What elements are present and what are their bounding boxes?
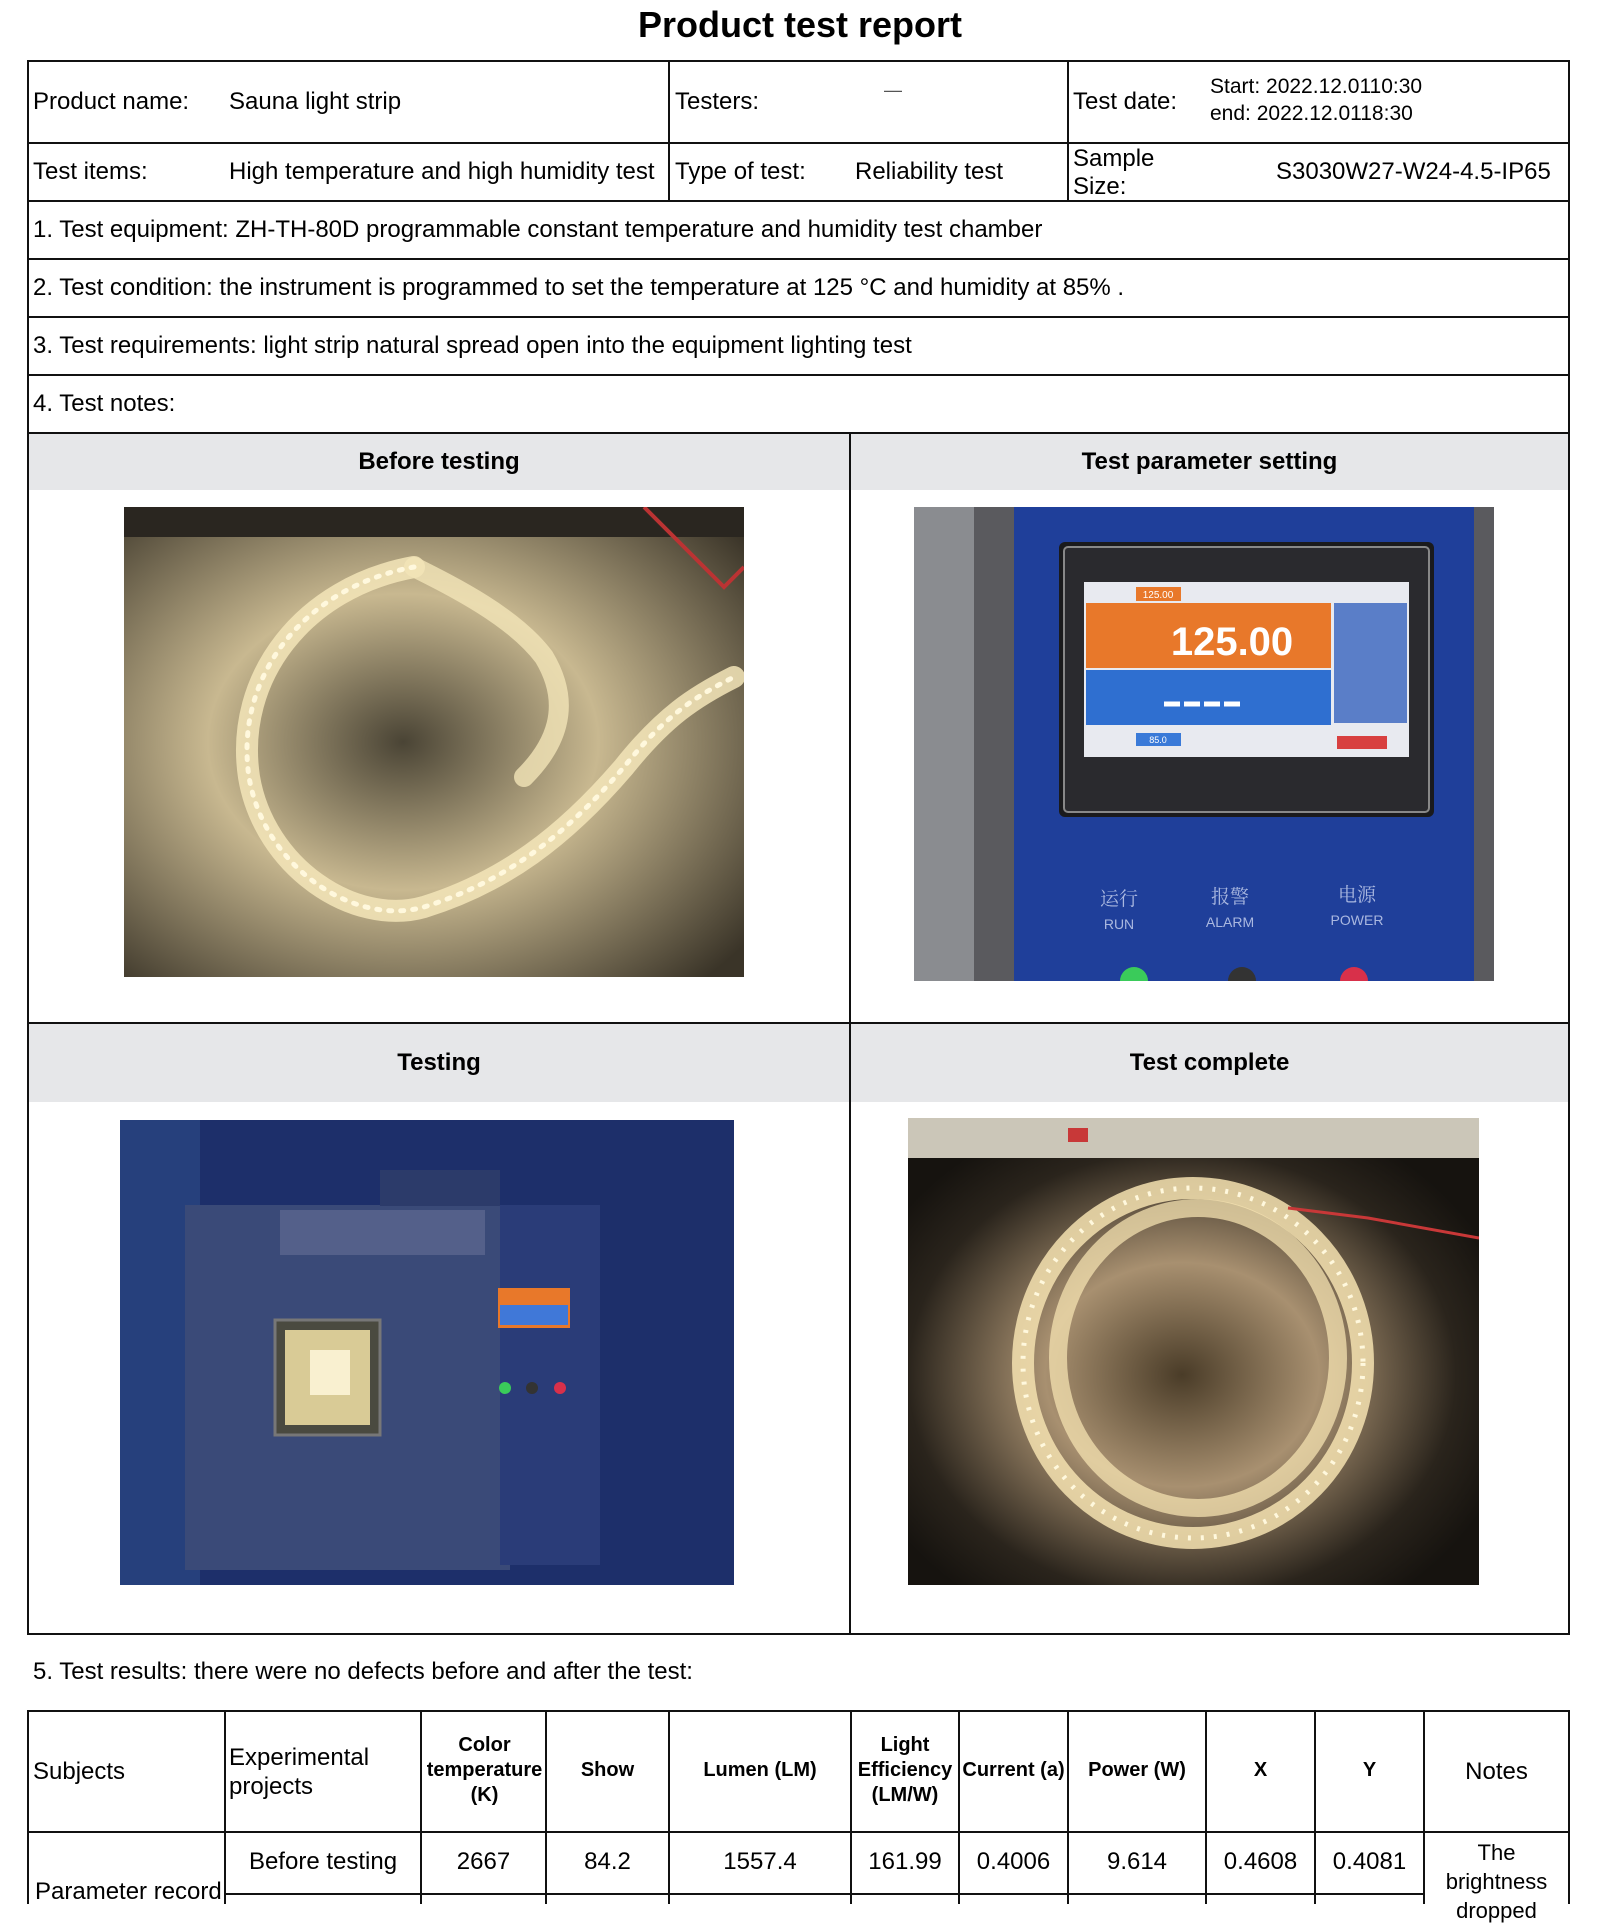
sample-size-value: S3030W27-W24-4.5-IP65 [1276, 158, 1551, 185]
header-current: Current (a) [962, 1759, 1065, 1781]
row-x: 0.4608 [1223, 1848, 1298, 1875]
header-light-efficiency: Light Efficiency (LM/W) [857, 1734, 953, 1806]
row-show: 84.2 [584, 1848, 631, 1875]
header-lumen: Lumen (LM) [703, 1759, 817, 1781]
before-testing-photo [124, 507, 744, 977]
panel-power-cn: 电源 [1337, 884, 1377, 906]
row-color-temp: 2667 [456, 1848, 511, 1875]
testers-label: Testers: [675, 88, 760, 115]
row-power: 9.614 [1106, 1848, 1168, 1875]
test-date-start: Start: 2022.12.0110:30 [1210, 75, 1423, 98]
panel-alarm-cn: 报警 [1210, 886, 1250, 908]
test-items-value: High temperature and high humidity test [229, 158, 655, 185]
test-date-label: Test date: [1073, 88, 1178, 115]
before-testing-caption: Before testing [358, 448, 520, 475]
row-project: Before testing [248, 1848, 398, 1875]
header-subjects: Subjects [33, 1758, 126, 1785]
testing-caption: Testing [397, 1049, 481, 1076]
header-projects-1: Experimental [229, 1744, 370, 1771]
row-group-label: Parameter record [35, 1878, 222, 1905]
panel-run-cn: 运行 [1099, 888, 1139, 910]
row-y: 0.4081 [1332, 1848, 1407, 1875]
sample-size-label-1: Sample [1073, 145, 1155, 172]
type-of-test-value: Reliability test [855, 158, 1004, 185]
header-color-temperature: Color temperature (K) [426, 1734, 543, 1806]
testing-photo [120, 1120, 734, 1585]
test-parameter-caption: Test parameter setting [1081, 448, 1338, 475]
screen-humidity: 85.0 [1149, 735, 1167, 745]
header-notes: Notes [1465, 1758, 1528, 1785]
header-projects-2: projects [229, 1773, 314, 1800]
test-date-end: end: 2022.12.0118:30 [1210, 102, 1413, 125]
panel-alarm-en: ALARM [1205, 914, 1255, 930]
product-name-label: Product name: [33, 88, 190, 115]
test-complete-caption: Test complete [1129, 1049, 1290, 1076]
screen-reading: 125.00 [1170, 620, 1294, 664]
panel-power-en: POWER [1330, 912, 1384, 928]
test-items-label: Test items: [33, 158, 148, 185]
header-y: Y [1362, 1759, 1377, 1781]
row-efficiency: 161.99 [868, 1848, 942, 1875]
test-results-text: 5. Test results: there were no defects before and after the test: [33, 1658, 693, 1685]
header-x: X [1253, 1759, 1268, 1781]
sample-size-label-2: Size: [1073, 173, 1127, 200]
panel-run-en: RUN [1103, 916, 1135, 932]
row-current: 0.4006 [976, 1848, 1051, 1875]
testers-value: — [884, 80, 902, 100]
product-name-value: Sauna light strip [229, 88, 402, 115]
row-lumen: 1557.4 [723, 1848, 797, 1875]
screen-setpoint: 125.00 [1142, 590, 1174, 601]
page-title: Product test report [637, 4, 963, 45]
header-power: Power (W) [1088, 1759, 1186, 1781]
row-notes: The brightness dropped [1445, 1840, 1548, 1923]
type-of-test-label: Type of test: [675, 158, 806, 185]
test-parameter-photo [914, 507, 1494, 981]
test-condition: 2. Test condition: the instrument is programmed to set the temperature at 125 °C and humidity at 85% . [33, 274, 1125, 301]
test-equipment: 1. Test equipment: ZH-TH-80D programmable constant temperature and humidity test chamber [33, 216, 1043, 243]
test-complete-photo [908, 1118, 1479, 1585]
test-notes: 4. Test notes: [33, 390, 176, 417]
header-show: Show [580, 1759, 635, 1781]
test-requirements: 3. Test requirements: light strip natural spread open into the equipment lighting test [33, 332, 912, 359]
